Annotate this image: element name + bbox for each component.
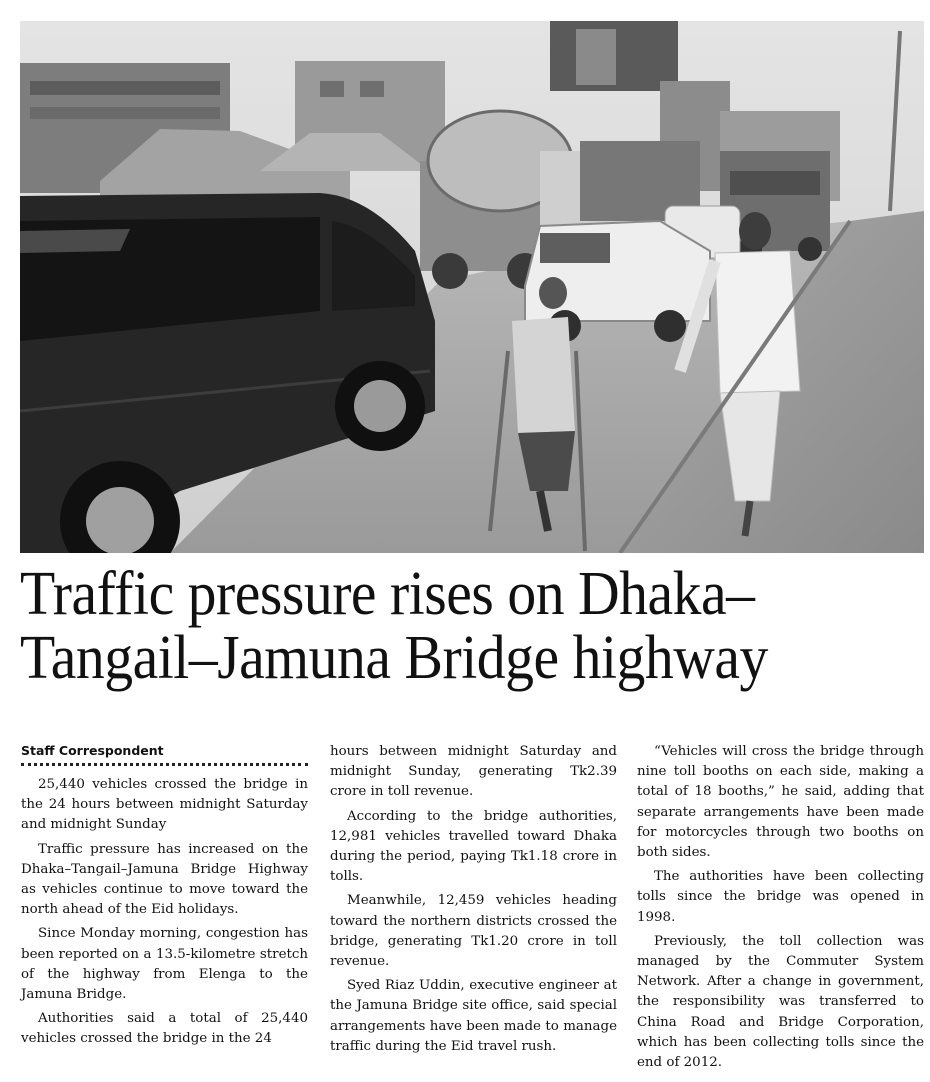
paragraph-continuation: hours between midnight Saturday and midnight Sunday, generating Tk2.39 crore in toll revenue. xyxy=(330,744,617,800)
article-headline xyxy=(20,562,857,690)
paragraph: According to the bridge authorities, 12,981 vehicles travelled toward Dhaka during the period, paying Tk1.18 crore in tolls. xyxy=(330,808,617,885)
paragraph: Traffic pressure has increased on the Dhaka–Tangail–Jamuna Bridge Highway as vehicles continue to move toward the north ahead of the Eid holidays. xyxy=(21,841,308,918)
paragraph: 25,440 vehicles crossed the bridge in the 24 hours between midnight Saturday and midnight Sunday xyxy=(21,777,308,833)
paragraph: Syed Riaz Uddin, executive engineer at the Jamuna Bridge site office, said special arrangements have been made to manage traffic during the Eid travel rush. xyxy=(330,978,617,1054)
headline-line-2: Tangail–Jamuna Bridge highway xyxy=(20,624,768,692)
paragraph: Meanwhile, 12,459 vehicles heading toward the northern districts crossed the bridge, generating Tk1.20 crore in toll revenue. xyxy=(330,893,617,970)
news-photo xyxy=(20,21,924,553)
paragraph: Authorities said a total of 25,440 vehicles crossed the bridge in the 24 xyxy=(21,1011,308,1047)
byline: Staff Correspondent xyxy=(21,743,164,758)
paragraph: “Vehicles will cross the bridge through nine toll booths on each side, making a total of 18 booths,” he said, adding that separate arrangements have been made for motorcycles through two booths on both sides. xyxy=(637,744,924,861)
paragraph: Previously, the toll collection was managed by the Commuter System Network. After a change in government, the responsibility was transferred to China Road and Bridge Corporation, which has been collecting tolls since the end of 2012. xyxy=(637,933,924,1071)
headline-line-1: Traffic pressure rises on Dhaka– xyxy=(20,560,755,628)
paragraph: Since Monday morning, congestion has been reported on a 13.5-kilometre stretch of the highway from Elenga to the Jamuna Bridge. xyxy=(21,926,308,1003)
article-column-3 xyxy=(637,742,924,1077)
paragraph: The authorities have been collecting tolls since the bridge was opened in 1998. xyxy=(637,869,924,925)
article-column-1 xyxy=(21,742,308,1054)
article-column-2 xyxy=(330,742,617,1061)
byline-divider xyxy=(21,763,308,766)
